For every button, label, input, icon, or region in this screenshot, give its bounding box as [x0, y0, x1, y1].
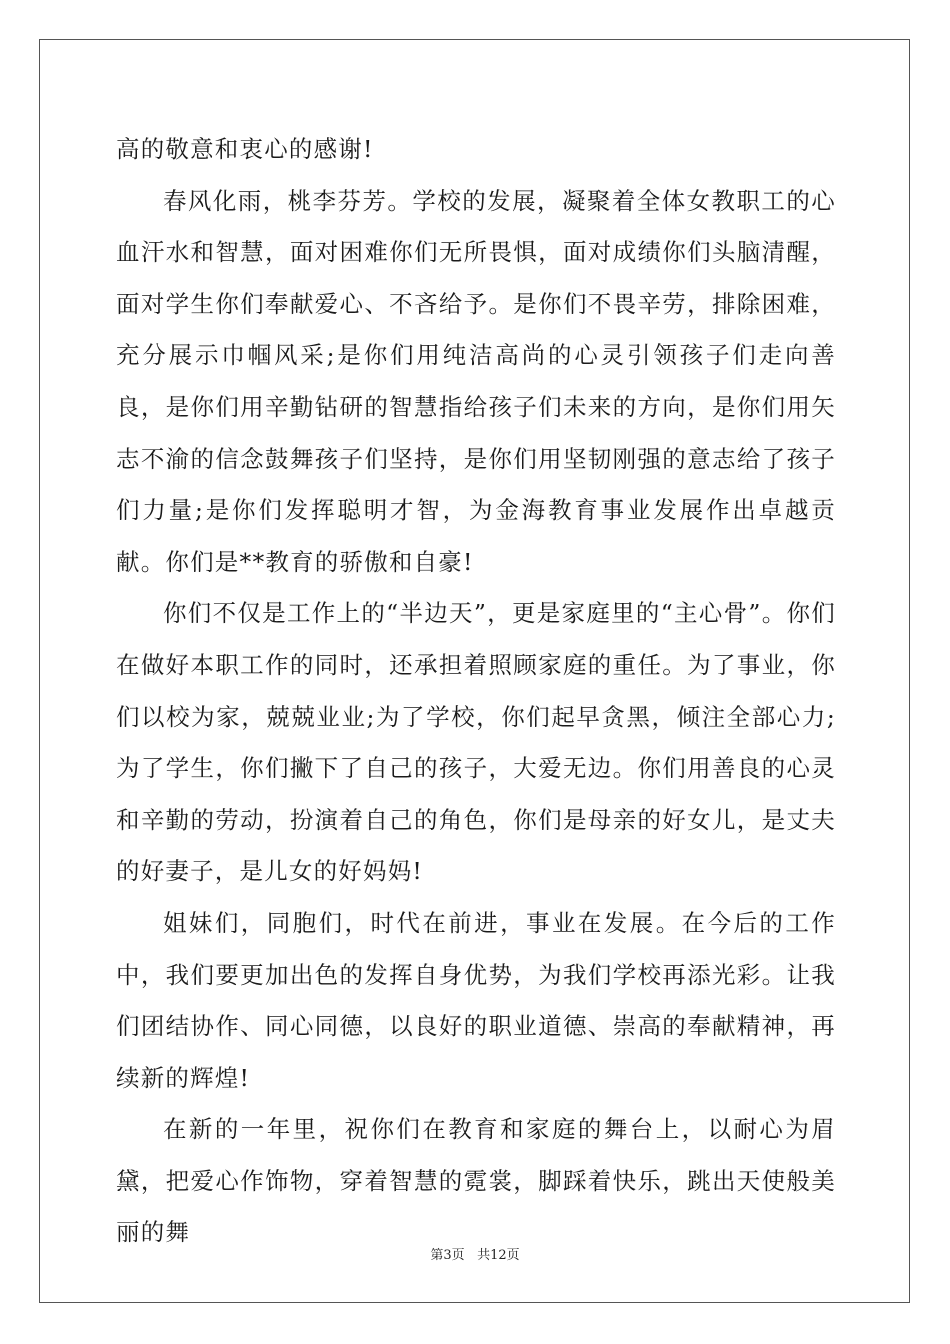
page-footer — [0, 1247, 950, 1265]
page-number: 第3页 — [430, 1248, 465, 1263]
paragraph-1: 高的敬意和衷心的感谢! — [116, 135, 374, 163]
document-body — [116, 124, 836, 1259]
paragraph-5: 在新的一年里，祝你们在教育和家庭的舞台上，以耐心为眉黛，把爱心作饰物，穿着智慧的霓裳，脚踩着快乐，跳出天使般美丽的舞 — [116, 1115, 836, 1247]
page-total: 共12页 — [477, 1248, 520, 1263]
paragraph-3: 你们不仅是工作上的“半边天”，更是家庭里的“主心骨”。你们在做好本职工作的同时，还承担着照顾家庭的重任。为了事业，你们以校为家，兢兢业业;为了学校，你们起早贪黑，倾注全部心力;为了学生，你们撇下了自己的孩子，大爱无边。你们用善良的心灵和辛勤的劳动，扮演着自己的角色，你们是母亲的好女儿，是丈夫的好妻子，是儿女的好妈妈! — [116, 599, 836, 886]
paragraph-4: 姐妹们，同胞们，时代在前进，事业在发展。在今后的工作中，我们要更加出色的发挥自身优势，为我们学校再添光彩。让我们团结协作、同心同德，以良好的职业道德、崇高的奉献精神，再续新的辉煌! — [116, 908, 836, 1092]
paragraph-2: 春风化雨，桃李芬芳。学校的发展，凝聚着全体女教职工的心血汗水和智慧，面对困难你们无所畏惧，面对成绩你们头脑清醒，面对学生你们奉献爱心、不吝给予。是你们不畏辛劳，排除困难，充分展示巾帼风采;是你们用纯洁高尚的心灵引领孩子们走向善良，是你们用辛勤钻研的智慧指给孩子们未来的方向，是你们用矢志不渝的信念鼓舞孩子们坚持，是你们用坚韧刚强的意志给了孩子们力量;是你们发挥聪明才智，为金海教育事业发展作出卓越贡献。你们是**教育的骄傲和自豪! — [116, 186, 836, 576]
